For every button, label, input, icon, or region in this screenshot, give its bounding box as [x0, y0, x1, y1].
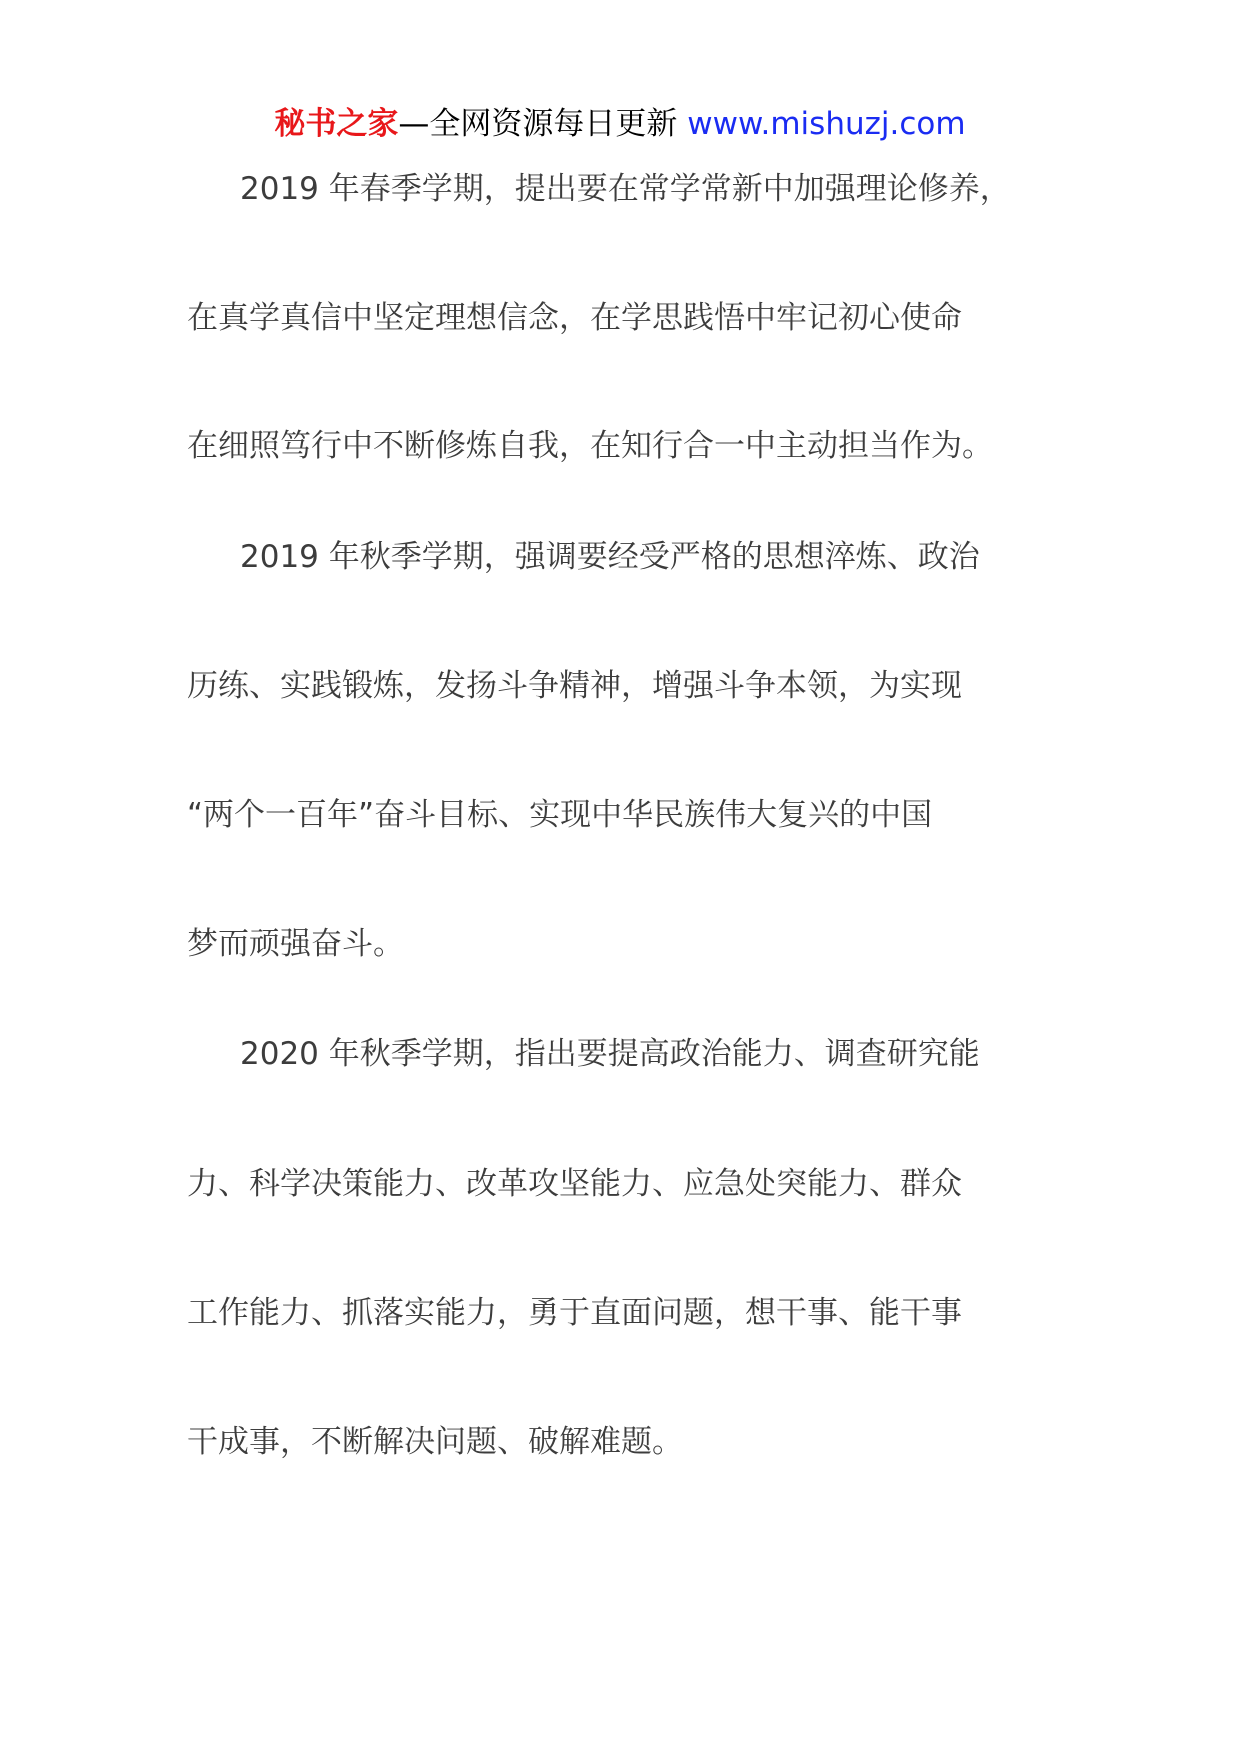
paragraph-3-line-1: 2020 年秋季学期，指出要提高政治能力、调查研究能: [240, 1036, 980, 1072]
brand-name: 秘书之家: [274, 106, 399, 142]
paragraph-3-line-4: 干成事，不断解决问题、破解难题。: [187, 1424, 683, 1460]
paragraph-2-line-4: 梦而顽强奋斗。: [187, 926, 404, 962]
paragraph-2-line-3: “两个一百年”奋斗目标、实现中华民族伟大复兴的中国: [187, 797, 933, 833]
paragraph-2-line-1: 2019 年秋季学期，强调要经受严格的思想淬炼、政治: [240, 539, 980, 575]
page-header: [0, 102, 1240, 146]
paragraph-3-line-2: 力、科学决策能力、改革攻坚能力、应急处突能力、群众: [187, 1166, 962, 1202]
paragraph-1-line-3: 在细照笃行中不断修炼自我，在知行合一中主动担当作为。: [187, 428, 993, 464]
site-url-link[interactable]: www.mishuzj.com: [687, 106, 966, 142]
paragraph-2-line-2: 历练、实践锻炼，发扬斗争精神，增强斗争本领，为实现: [187, 668, 962, 704]
paragraph-1-line-1: 2019 年春季学期，提出要在常学常新中加强理论修养，: [240, 171, 1011, 207]
paragraph-3-line-3: 工作能力、抓落实能力，勇于直面问题，想干事、能干事: [187, 1295, 962, 1331]
paragraph-1-line-2: 在真学真信中坚定理想信念，在学思践悟中牢记初心使命: [187, 300, 962, 336]
header-tagline: —全网资源每日更新: [398, 106, 678, 142]
